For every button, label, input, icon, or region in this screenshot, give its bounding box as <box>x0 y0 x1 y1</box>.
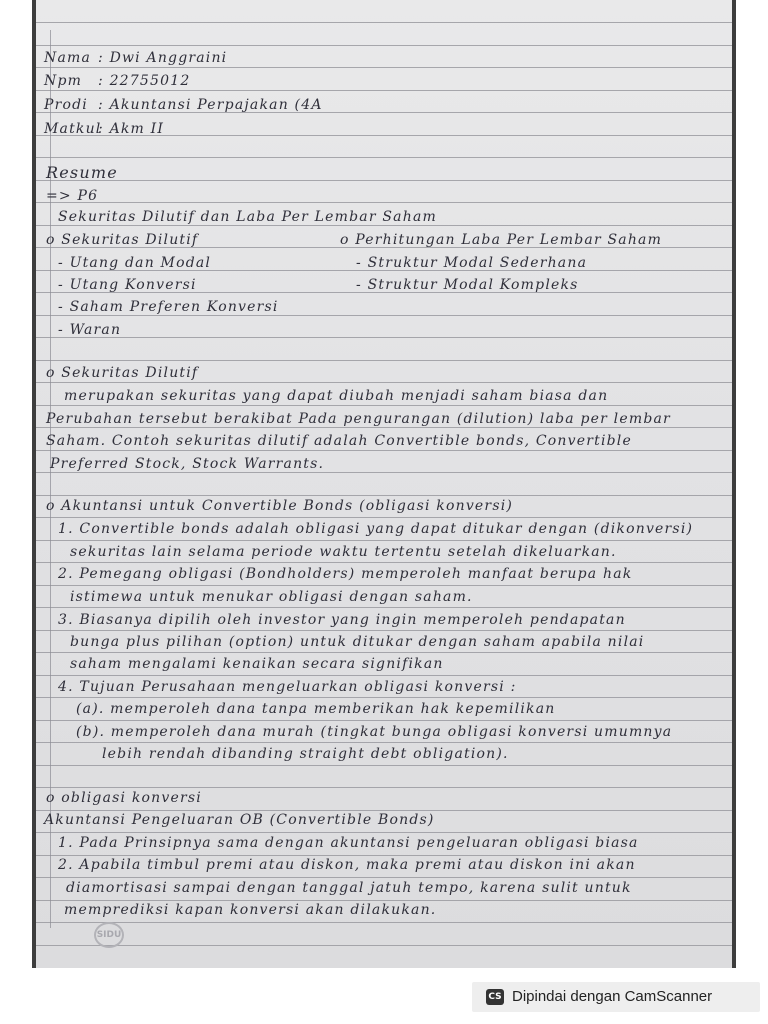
section1-line <box>36 452 732 474</box>
section2-line <box>36 675 732 697</box>
section2-text: 2. Pemegang obligasi (Bondholders) memperoleh manfaat berupa hak <box>58 566 633 582</box>
list-right-title: o Perhitungan Laba Per Lembar Saham <box>340 232 663 248</box>
left-item: - Utang Konversi <box>58 277 197 293</box>
matkul-row <box>36 117 732 139</box>
list-row-3 <box>36 295 732 317</box>
right-item: - Struktur Modal Sederhana <box>356 255 588 271</box>
section3-text: 2. Apabila timbul premi atau diskon, maka premi atau diskon ini akan <box>58 857 636 873</box>
section2-text: (b). memperoleh dana murah (tingkat bunga obligasi konversi umumnya <box>76 724 673 740</box>
ruled-line <box>36 922 732 923</box>
section2-line <box>36 652 732 674</box>
sidu-stamp-logo: SIDU <box>94 922 124 948</box>
section2-line <box>36 630 732 652</box>
section2-text: 3. Biasanya dipilih oleh investor yang ingin memperoleh pendapatan <box>58 612 626 628</box>
section3-title: o obligasi konversi <box>46 790 202 806</box>
section2-text: (a). memperoleh dana tanpa memberikan hak kepemilikan <box>76 701 556 717</box>
left-item: - Waran <box>58 322 122 338</box>
section1-line <box>36 429 732 451</box>
list-row-1 <box>36 251 732 273</box>
section2-text: lebih rendah dibanding straight debt obligation). <box>102 746 509 762</box>
list-row-2 <box>36 273 732 295</box>
matkul-value: : Akm II <box>98 121 165 137</box>
resume-heading: Resume <box>46 163 118 182</box>
section2-title-row <box>36 494 732 516</box>
section3-text: Akuntansi Pengeluaran OB (Convertible Bonds) <box>44 812 435 828</box>
section1-text: merupakan sekuritas yang dapat diubah menjadi saham biasa dan <box>64 388 609 404</box>
section2-line <box>36 540 732 562</box>
ruled-line <box>36 765 732 766</box>
list-row-4 <box>36 318 732 340</box>
section1-text: Saham. Contoh sekuritas dilutif adalah Convertible bonds, Convertible <box>46 433 632 449</box>
section1-title: o Sekuritas Dilutif <box>46 365 199 381</box>
nama-label: Nama <box>44 50 92 66</box>
section3-line <box>36 808 732 830</box>
camscanner-logo-icon: CS <box>486 989 504 1005</box>
section3-text: diamortisasi sampai dengan tanggal jatuh tempo, karena sulit untuk <box>66 880 632 896</box>
section1-title-row <box>36 361 732 383</box>
scanned-document <box>32 0 736 968</box>
topic-row <box>36 205 732 227</box>
section1-text: Perubahan tersebut berakibat Pada pengurangan (dilution) laba per lembar <box>46 411 671 427</box>
list-left-title: o Sekuritas Dilutif <box>46 232 199 248</box>
section2-text: 1. Convertible bonds adalah obligasi yang dapat ditukar dengan (dikonversi) <box>58 521 694 537</box>
ruled-line <box>36 945 732 946</box>
nama-value: : Dwi Anggraini <box>98 50 228 66</box>
section2-line <box>36 697 732 719</box>
prodi-label: Prodi <box>44 97 88 113</box>
section2-text: istimewa untuk menukar obligasi dengan saham. <box>70 589 473 605</box>
section2-text: bunga plus pilihan (option) untuk ditukar dengan saham apabila nilai <box>70 634 645 650</box>
section2-title: o Akuntansi untuk Convertible Bonds (obligasi konversi) <box>46 498 514 514</box>
section2-line <box>36 517 732 539</box>
section2-line <box>36 585 732 607</box>
section2-text: 4. Tujuan Perusahaan mengeluarkan obligasi konversi : <box>58 679 517 695</box>
section3-title-row <box>36 786 732 808</box>
right-item: - Struktur Modal Kompleks <box>356 277 579 293</box>
topic-title: Sekuritas Dilutif dan Laba Per Lembar Saham <box>58 209 437 225</box>
npm-label: Npm <box>44 73 83 89</box>
section1-line <box>36 407 732 429</box>
left-item: - Saham Preferen Konversi <box>58 299 279 315</box>
nama-row <box>36 46 732 68</box>
section2-line <box>36 720 732 742</box>
section2-line <box>36 562 732 584</box>
list-title-row <box>36 228 732 250</box>
section2-text: saham mengalami kenaikan secara signifikan <box>70 656 444 672</box>
section3-line <box>36 876 732 898</box>
resume-row <box>36 162 732 184</box>
section2-line <box>36 742 732 764</box>
section1-line <box>36 384 732 406</box>
section1-text: Preferred Stock, Stock Warrants. <box>50 456 325 472</box>
npm-row <box>36 69 732 91</box>
prodi-row <box>36 93 732 115</box>
left-item: - Utang dan Modal <box>58 255 212 271</box>
section3-line <box>36 831 732 853</box>
section3-line <box>36 853 732 875</box>
camscanner-watermark <box>472 982 760 1012</box>
p6-row <box>36 184 732 206</box>
p6-label: => P6 <box>46 188 99 204</box>
section3-text: memprediksi kapan konversi akan dilakukan. <box>64 902 437 918</box>
section3-line <box>36 898 732 920</box>
npm-value: : 22755012 <box>98 73 191 89</box>
camscanner-label: Dipindai dengan CamScanner <box>512 988 713 1005</box>
prodi-value: : Akuntansi Perpajakan (4A <box>98 97 323 113</box>
ruled-line <box>36 22 732 23</box>
section2-text: sekuritas lain selama periode waktu tertentu setelah dikeluarkan. <box>70 544 617 560</box>
ruled-line <box>36 157 732 158</box>
section2-line <box>36 608 732 630</box>
notebook-page <box>36 0 732 968</box>
section3-text: 1. Pada Prinsipnya sama dengan akuntansi pengeluaran obligasi biasa <box>58 835 639 851</box>
matkul-label: Matkul <box>44 121 102 137</box>
